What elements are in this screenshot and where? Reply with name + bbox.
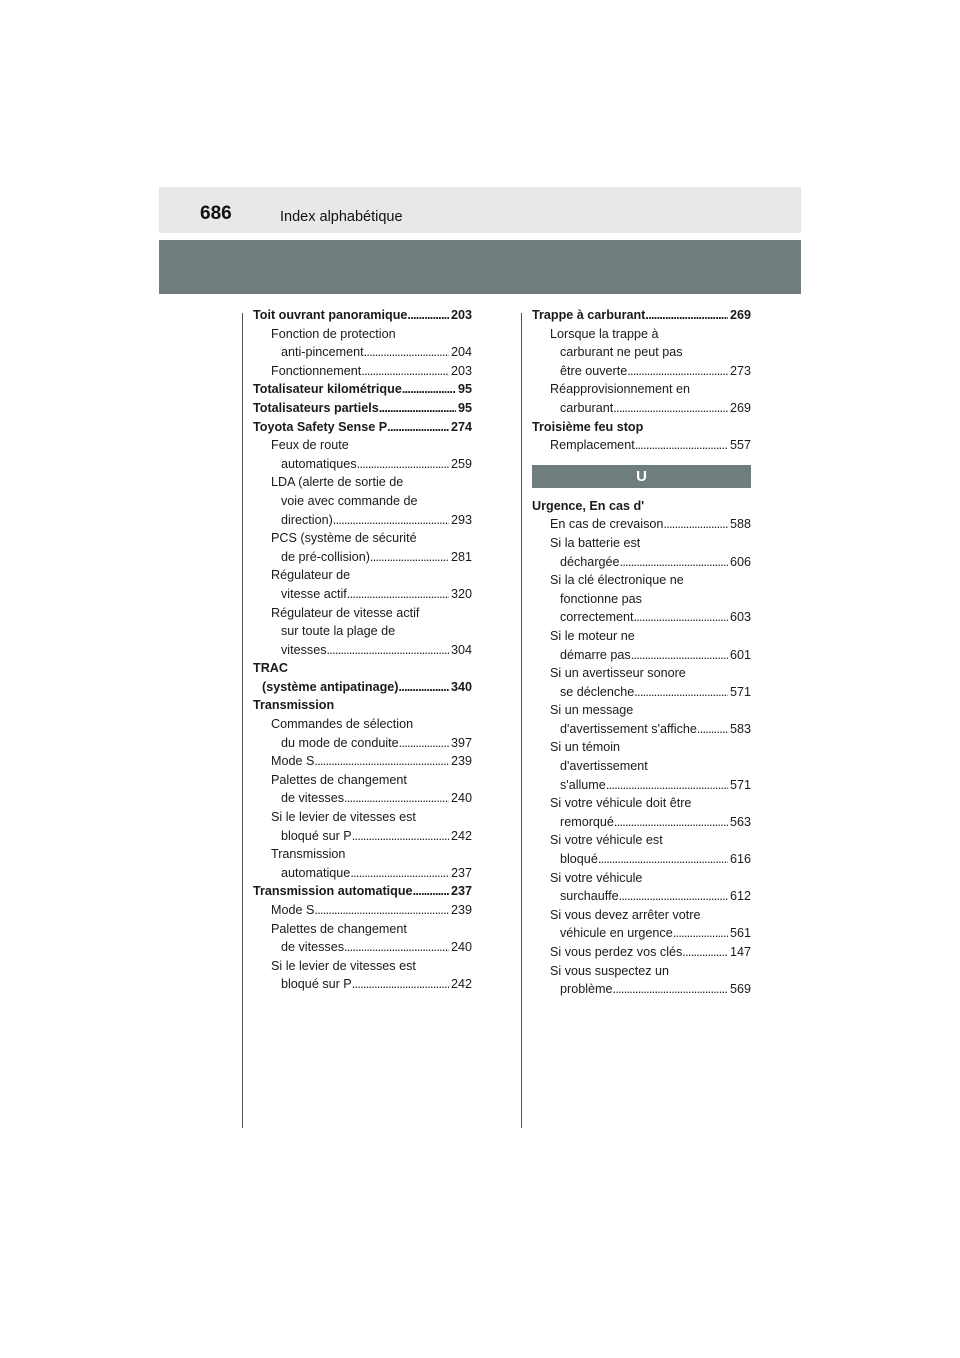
index-entry xyxy=(253,659,472,678)
index-entry xyxy=(253,808,472,827)
entry-text: Régulateur de vitesse actif xyxy=(271,605,420,620)
index-entry xyxy=(253,845,472,864)
entry-page: 239 xyxy=(450,903,472,917)
entry-text: Régulateur de xyxy=(271,568,351,583)
entry-page: 204 xyxy=(450,345,472,360)
entry-text: Toyota Safety Sense P xyxy=(253,419,388,434)
entry-page: 588 xyxy=(729,517,751,532)
entry-text: Mode S xyxy=(271,903,315,917)
entry-page: 242 xyxy=(450,977,472,992)
entry-list-left xyxy=(253,306,472,994)
index-entry xyxy=(532,325,751,344)
entry-text: de vitesses xyxy=(281,791,344,806)
entry-page: 561 xyxy=(729,926,751,941)
dot-leader xyxy=(387,418,449,437)
index-entry xyxy=(532,813,751,832)
index-entry xyxy=(253,622,472,641)
header-band xyxy=(159,240,801,294)
dot-leader xyxy=(398,678,449,697)
entry-list-right-bottom xyxy=(532,497,751,999)
index-entry xyxy=(253,752,472,771)
entry-text: Fonctionnement xyxy=(271,363,362,378)
index-entry xyxy=(253,362,472,381)
entry-page: 203 xyxy=(450,363,472,378)
dot-leader xyxy=(352,827,449,846)
entry-text: fonctionne pas xyxy=(560,591,642,606)
entry-text: d'avertissement xyxy=(560,759,648,774)
index-entry xyxy=(253,511,472,530)
column-rule-right xyxy=(521,313,522,1128)
dot-leader xyxy=(634,608,728,627)
index-entry xyxy=(253,492,472,511)
index-entry xyxy=(532,553,751,572)
dot-leader xyxy=(606,776,728,795)
dot-leader xyxy=(645,306,728,325)
dot-leader xyxy=(613,399,728,418)
entry-text: bloqué xyxy=(560,852,598,867)
index-entry xyxy=(253,734,472,753)
dot-leader xyxy=(407,306,449,325)
page-number: 686 xyxy=(200,203,232,224)
index-entry xyxy=(253,585,472,604)
entry-page: 240 xyxy=(450,791,472,806)
entry-text: problème xyxy=(560,982,613,997)
entry-text: Si la batterie est xyxy=(550,535,641,550)
dot-leader xyxy=(613,980,728,999)
running-title: Index alphabétique xyxy=(280,209,403,225)
index-entry xyxy=(532,534,751,553)
entry-page: 320 xyxy=(450,586,472,601)
entry-page: 274 xyxy=(450,419,472,434)
entry-page: 603 xyxy=(729,610,751,625)
entry-text: TRAC xyxy=(253,661,288,676)
index-entry xyxy=(253,901,472,920)
entry-text: s'allume xyxy=(560,777,606,792)
entry-text: démarre pas xyxy=(560,647,631,662)
entry-text: Lorsque la trappe à xyxy=(550,326,659,341)
index-entry xyxy=(253,864,472,883)
dot-leader xyxy=(344,938,449,957)
dot-leader xyxy=(598,850,728,869)
dot-leader xyxy=(673,924,728,943)
entry-text: automatique xyxy=(281,865,351,880)
entry-text: Mode S xyxy=(271,754,315,769)
entry-text: LDA (alerte de sortie de xyxy=(271,475,404,490)
entry-list-right-top xyxy=(532,306,751,455)
index-entry xyxy=(532,497,751,516)
index-entry xyxy=(253,957,472,976)
entry-text: sur toute la plage de xyxy=(281,624,396,639)
entry-page: 95 xyxy=(457,400,472,415)
entry-text: automatiques xyxy=(281,456,357,471)
index-entry xyxy=(253,882,472,901)
entry-page: 95 xyxy=(457,382,472,397)
entry-page: 397 xyxy=(450,735,472,750)
entry-page: 557 xyxy=(729,438,751,453)
entry-text: Si la clé électronique ne xyxy=(550,573,684,588)
entry-page: 569 xyxy=(729,982,751,997)
index-entry xyxy=(532,906,751,925)
entry-page: 563 xyxy=(729,814,751,829)
entry-page: 259 xyxy=(450,456,472,471)
index-entry xyxy=(532,850,751,869)
dot-leader xyxy=(614,813,728,832)
dot-leader xyxy=(352,975,449,994)
index-entry xyxy=(253,604,472,623)
index-entry xyxy=(253,827,472,846)
index-column-left xyxy=(253,306,472,994)
entry-text: Totalisateurs partiels xyxy=(253,400,379,415)
dot-leader xyxy=(627,362,728,381)
index-entry xyxy=(532,515,751,534)
dot-leader xyxy=(682,943,728,962)
index-entry xyxy=(532,571,751,590)
index-entry xyxy=(253,436,472,455)
entry-text: Si un témoin xyxy=(550,740,621,755)
entry-text: se déclenche xyxy=(560,684,635,699)
index-entry xyxy=(253,771,472,790)
dot-leader xyxy=(379,399,456,418)
index-entry xyxy=(253,473,472,492)
entry-text: carburant ne peut pas xyxy=(560,345,683,360)
entry-page: 237 xyxy=(450,884,472,899)
entry-text: voie avec commande de xyxy=(281,493,418,508)
dot-leader xyxy=(402,380,456,399)
index-entry xyxy=(253,938,472,957)
entry-page: 242 xyxy=(450,828,472,843)
index-entry xyxy=(253,306,472,325)
entry-text: anti-pincement xyxy=(281,345,364,360)
index-entry xyxy=(253,529,472,548)
entry-text: Remplacement xyxy=(550,438,635,453)
index-entry xyxy=(253,678,472,697)
entry-text: carburant xyxy=(560,400,614,415)
entry-page: 571 xyxy=(729,777,751,792)
index-entry xyxy=(532,436,751,455)
dot-leader xyxy=(620,553,728,572)
entry-text: Si un avertisseur sonore xyxy=(550,666,686,681)
index-entry xyxy=(532,627,751,646)
entry-page: 340 xyxy=(450,679,472,694)
entry-text: PCS (système de sécurité xyxy=(271,531,417,546)
entry-text: Trappe à carburant xyxy=(532,308,646,322)
entry-page: 237 xyxy=(450,865,472,880)
dot-leader xyxy=(364,343,449,362)
entry-text: être ouverte xyxy=(560,363,628,378)
index-entry xyxy=(532,980,751,999)
index-entry xyxy=(532,776,751,795)
index-entry xyxy=(532,664,751,683)
entry-text: Palettes de changement xyxy=(271,772,407,787)
dot-leader xyxy=(370,548,449,567)
entry-text: Toit ouvrant panoramique xyxy=(253,308,408,322)
entry-page: 273 xyxy=(729,363,751,378)
index-entry xyxy=(532,608,751,627)
index-entry xyxy=(253,696,472,715)
index-entry xyxy=(532,380,751,399)
index-entry xyxy=(532,794,751,813)
entry-text: Palettes de changement xyxy=(271,921,407,936)
section-letter: U xyxy=(636,467,647,485)
index-entry xyxy=(532,757,751,776)
entry-text: Si vous suspectez un xyxy=(550,963,670,978)
entry-page: 304 xyxy=(450,642,472,657)
index-entry xyxy=(532,646,751,665)
entry-text: Urgence, En cas d' xyxy=(532,498,645,513)
dot-leader xyxy=(327,641,449,660)
index-entry xyxy=(253,715,472,734)
dot-leader xyxy=(357,455,449,474)
index-entry xyxy=(532,887,751,906)
index-column-right xyxy=(532,306,751,999)
index-entry xyxy=(532,306,751,325)
dot-leader xyxy=(399,734,449,753)
entry-text: correctement xyxy=(560,610,634,625)
entry-text: du mode de conduite xyxy=(281,735,399,750)
section-letter-bar xyxy=(532,465,751,488)
index-entry xyxy=(532,738,751,757)
dot-leader xyxy=(347,585,449,604)
entry-text: vitesses xyxy=(281,642,327,657)
entry-page: 239 xyxy=(450,754,472,769)
entry-text: vitesse actif xyxy=(281,586,347,601)
entry-page: 240 xyxy=(450,940,472,955)
entry-text: remorqué xyxy=(560,814,614,829)
entry-page: 601 xyxy=(729,647,751,662)
index-entry xyxy=(253,380,472,399)
index-entry xyxy=(532,418,751,437)
entry-text: bloqué sur P xyxy=(281,828,352,843)
entry-text: Si vous perdez vos clés xyxy=(550,945,683,959)
entry-text: Si votre véhicule est xyxy=(550,833,663,848)
entry-page: 612 xyxy=(729,889,751,904)
dot-leader xyxy=(635,436,728,455)
index-entry xyxy=(532,720,751,739)
dot-leader xyxy=(361,362,449,381)
column-rule-left xyxy=(242,313,243,1128)
entry-text: d'avertissement s'affiche xyxy=(560,721,697,736)
dot-leader xyxy=(314,752,449,771)
dot-leader xyxy=(634,683,728,702)
entry-text: surchauffe xyxy=(560,889,619,904)
entry-text: Si votre véhicule doit être xyxy=(550,796,692,811)
index-entry xyxy=(532,343,751,362)
entry-page: 616 xyxy=(729,852,751,867)
entry-page: 203 xyxy=(450,308,472,322)
dot-leader xyxy=(333,511,449,530)
entry-text: Si le levier de vitesses est xyxy=(271,958,416,973)
index-entry xyxy=(253,789,472,808)
index-entry xyxy=(253,566,472,585)
entry-text: Transmission xyxy=(271,847,346,862)
entry-text: Si vous devez arrêter votre xyxy=(550,907,701,922)
entry-text: Feux de route xyxy=(271,438,349,453)
entry-page: 606 xyxy=(729,554,751,569)
entry-text: Transmission xyxy=(253,698,335,713)
entry-text: direction) xyxy=(281,512,333,527)
dot-leader xyxy=(697,720,728,739)
index-entry xyxy=(253,455,472,474)
entry-text: Fonction de protection xyxy=(271,326,396,341)
index-entry xyxy=(253,920,472,939)
index-entry xyxy=(253,418,472,437)
dot-leader xyxy=(344,789,449,808)
entry-text: Transmission automatique xyxy=(253,884,413,899)
entry-text: bloqué sur P xyxy=(281,977,352,992)
entry-text: Troisième feu stop xyxy=(532,419,644,434)
entry-text: Totalisateur kilométrique xyxy=(253,382,402,397)
entry-text: Si le moteur ne xyxy=(550,628,635,643)
index-entry xyxy=(532,831,751,850)
entry-page: 269 xyxy=(729,308,751,322)
dot-leader xyxy=(619,887,728,906)
index-entry xyxy=(253,975,472,994)
entry-text: véhicule en urgence xyxy=(560,926,673,941)
dot-leader xyxy=(314,901,449,920)
index-entry xyxy=(532,590,751,609)
dot-leader xyxy=(413,882,449,901)
index-entry xyxy=(532,924,751,943)
index-entry xyxy=(253,343,472,362)
entry-page: 293 xyxy=(450,512,472,527)
entry-text: Réapprovisionnement en xyxy=(550,382,691,397)
entry-page: 281 xyxy=(450,549,472,564)
entry-text: de pré-collision) xyxy=(281,549,370,564)
dot-leader xyxy=(663,515,728,534)
entry-page: 147 xyxy=(729,945,751,959)
index-entry xyxy=(532,701,751,720)
header-bar xyxy=(159,187,801,233)
index-entry xyxy=(532,683,751,702)
index-entry xyxy=(532,869,751,888)
index-entry xyxy=(253,641,472,660)
index-entry xyxy=(532,962,751,981)
index-entry xyxy=(532,943,751,962)
entry-text: déchargée xyxy=(560,554,620,569)
entry-page: 571 xyxy=(729,684,751,699)
index-entry xyxy=(532,362,751,381)
entry-text: Si le levier de vitesses est xyxy=(271,810,416,825)
entry-text: de vitesses xyxy=(281,940,344,955)
index-entry xyxy=(253,325,472,344)
index-entry xyxy=(253,548,472,567)
dot-leader xyxy=(631,646,728,665)
entry-text: En cas de crevaison xyxy=(550,517,664,532)
entry-page: 269 xyxy=(729,400,751,415)
entry-page: 583 xyxy=(729,721,751,736)
dot-leader xyxy=(350,864,449,883)
entry-text: (système antipatinage) xyxy=(262,679,399,694)
entry-text: Commandes de sélection xyxy=(271,717,414,732)
entry-text: Si un message xyxy=(550,703,634,718)
index-entry xyxy=(253,399,472,418)
index-entry xyxy=(532,399,751,418)
entry-text: Si votre véhicule xyxy=(550,870,643,885)
